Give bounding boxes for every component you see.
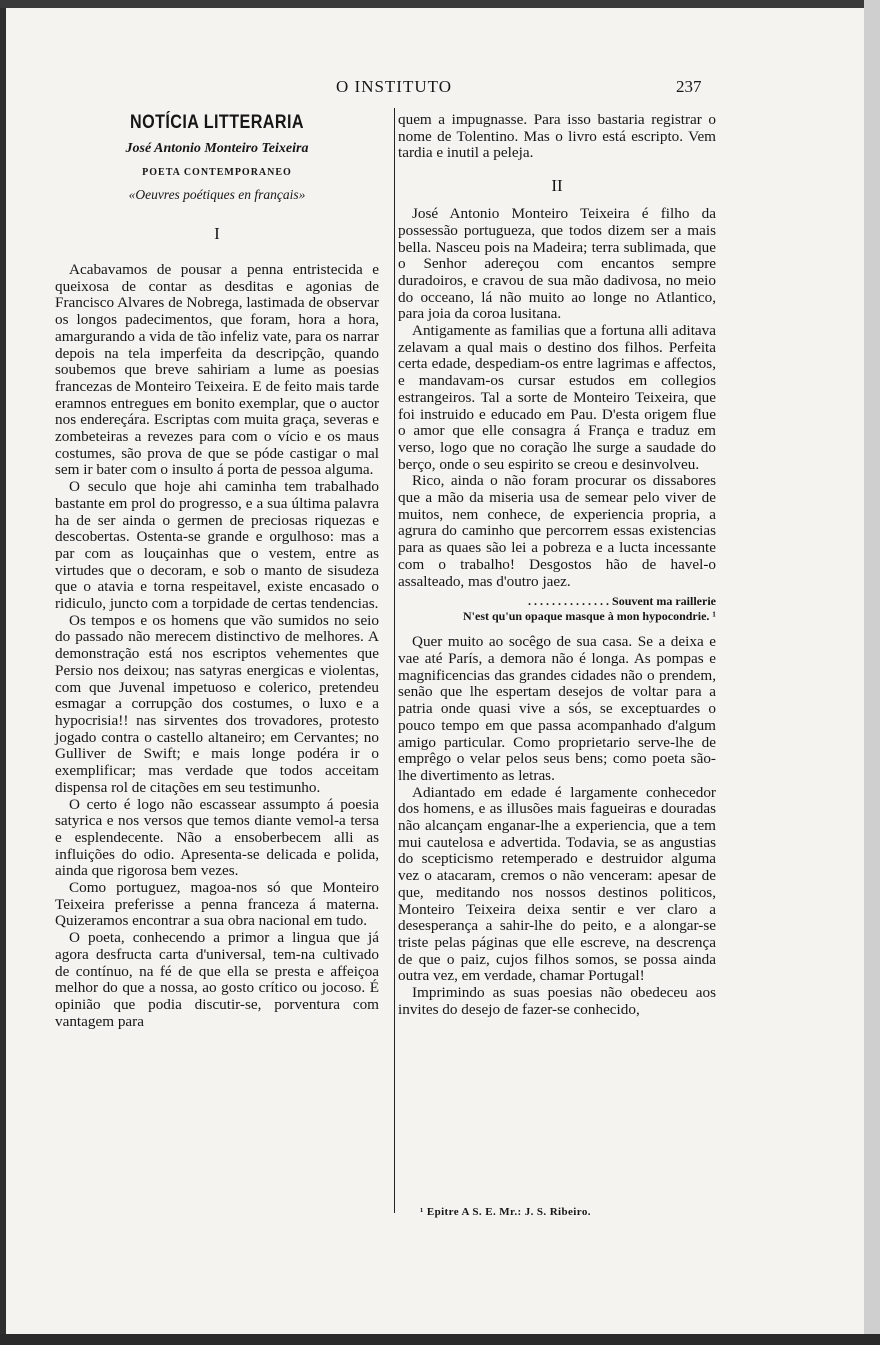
right-column <box>398 112 716 1018</box>
notice-title: NOTÍCIA LITTERARIA <box>130 112 304 133</box>
continued-paragraph: quem a impugnasse. Para isso bastaria registrar o nome de Tolentino. Mas o livro está escripto. Vem tardia e inutil a peleja. <box>398 111 716 162</box>
paragraph: Antigamente as familias que a fortuna alli aditava zelavam a qual mais o destino dos filhos. Perfeita certa edade, despediam-os entre lagrimas e affectos, e mandavam-os cursar estudos em collegios estrangeiros. Tal a sorte de Monteiro Teixeira, que foi instruido e educado em Pau. D'esta origem flue o amor que elle consagra á França e traduz em verso, logo que no coração lhe surge a saudade do berço, onde o seu espirito se creou e desinvolveu. <box>398 322 716 473</box>
paragraph: Quer muito ao socêgo de sua casa. Se a deixa e vae até París, a demora não é longa. As pompas e magnificencias das grandes cidades não o prendem, senão que lhe espertam desejos de voltar para a patria onde quasi vive a sós, se exceptuardes o pouco tempo em que passa acompanhado d'algum amigo particular. Como proprietario serve-lhe de emprêgo o velar pelos seus bens; como poeta são-lhe divertimento as letras. <box>398 633 716 784</box>
left-column <box>55 112 379 1030</box>
paragraph: O certo é logo não escassear assumpto á poesia satyrica e nos versos que temos diante vemol-a tersa e esplendecente. Não a ensoberbecem alli as influições do odio. Apresenta-se delicada e polida, ainda que rigorosa bem vezes. <box>55 795 379 880</box>
epigraph <box>398 594 716 624</box>
paragraph: Adiantado em edade é largamente conhecedor dos homens, e as illusões mais fagueiras e douradas não alcançam enganar-lhe a experiencia, que a tem mui cautelosa e advertida. Todavia, se as angustias do scepticismo retemperado e destruidor alguma vez o atacaram, cremos o não venceram: apesar de que, meditando nos nossos destinos politicos, Monteiro Teixeira deixa sentir e ver claro a desesperança a sahir-lhe do peito, e a alongar-se triste pelas páginas que elle escreve, na descrença de que o paiz, cujos filhos somos, se possa ainda outra vez, em verdade, chamar Portugal! <box>398 783 716 985</box>
paragraph: O poeta, conhecendo a primor a lingua que já agora desfructa carta d'universal, tem-na cultivado de contínuo, na fé de que ella se presta e affeiçoa melhor do que a nossa, ao gosto crítico ou jocoso. É opinião que podia discutir-se, porventura com vantagem para <box>55 929 379 1030</box>
epigraph-line: . . . . . . . . . . . . . . Souvent ma raillerie <box>528 594 716 609</box>
paragraph: Acabavamos de pousar a penna entristecida e queixosa de contar as desditas e agonias de Francisco Alvares de Nobrega, lastimada de observar os longos padecimentos, que foram, hora a hora, amargurando a vida de tão infeliz vate, para os narrar depois na tela imperfeita da descripção, quando soubemos que breve sahiriam a lume as poesias francezas de Monteiro Teixeira. E de feito mais tarde eramnos entregues em bonito exemplar, que o auctor nos endereçára. Escriptas com muita graça, severas e zombeteiras a revezes para com o vício e os maus costumes, são prova de que se póde castigar o mal sem ir bater com o insulto á porta de pessoa alguma. <box>55 261 379 479</box>
column-divider <box>394 108 395 1213</box>
paragraph: Rico, ainda o não foram procurar os dissabores que a mão da miseria usa de semear pelo viver de muitos, nem conhece, de experiencia propria, a agrura do caminho que percorrem essas existencias para as quaes são lei a pobreza e a lucta incessante com o trabalho! Desgostos hão de havel-o assalteado, mas d'outro jaez. <box>398 472 716 590</box>
paragraph: Como portuguez, magoa-nos só que Monteiro Teixeira preferisse a penna franceza á materna. Quizeramos encontrar a sua obra nacional em tudo. <box>55 879 379 930</box>
scan-border-top <box>0 0 880 8</box>
epigraph-line: N'est qu'un opaque masque à mon hypocondrie. ¹ <box>463 609 716 624</box>
section-heading-one: I <box>214 224 220 243</box>
paragraph: Os tempos e os homens que vão sumidos no seio do passado não merecem distinctivo de melhores. A demonstração está nos escriptos vehementes que Persio nos deixou; nas satyras energicas e violentas, com que Juvenal impetuoso e colerico, pretendeu esmagar a corrupção dos costumes, o luxo e a hypocrisia!! nas sirventes dos trovadores, protesto jogado contra o castello altaneiro; em Cervantes; no Gulliver de Swift; e mais longe podéra ir o exemplificar; mas verdade que todos acceitam dispensa rol de citações em seu testimunho. <box>55 611 379 796</box>
author-role: POETA CONTEMPORANEO <box>142 167 292 178</box>
page-number: 237 <box>676 77 702 96</box>
author-name: José Antonio Monteiro Teixeira <box>125 141 309 156</box>
scan-border-bottom <box>0 1334 880 1345</box>
paragraph: O seculo que hoje ahi caminha tem trabalhado bastante em prol do progresso, e a sua última palavra ha de ser ainda o germen de preciosas riquezas e descobertas. Ostenta-se grande e orgulhoso: mas a par com as louçainhas que o vestem, entre as virtudes que o decoram, e sob o manto de sisudeza que o atavia e torna respeitavel, existe encasado o ridiculo, juncto com a torpidade de certas tendencias. <box>55 478 379 613</box>
running-head <box>6 77 864 107</box>
section-heading-two: II <box>551 176 563 196</box>
paragraph: José Antonio Monteiro Teixeira é filho da possessão portugueza, que todos dizem ser a mais bella. Nasceu pois na Madeira; terra sublimada, que o Senhor adereçou com encantos sempre duradoiros, e cravou de sua mão dadivosa, no meio do occeano, lá não muito ao longe no Atlantico, para joia da coroa lusitana. <box>398 205 716 323</box>
journal-title: O INSTITUTO <box>336 77 452 96</box>
book-page <box>6 8 864 1334</box>
book-title: «Oeuvres poétiques en français» <box>128 187 306 202</box>
paragraph: Imprimindo as suas poesias não obedeceu aos invites do desejo de fazer-se conhecido, <box>398 984 716 1018</box>
footnote: ¹ Epitre A S. E. Mr.: J. S. Ribeiro. <box>420 1206 591 1218</box>
page-edge <box>864 0 880 1345</box>
